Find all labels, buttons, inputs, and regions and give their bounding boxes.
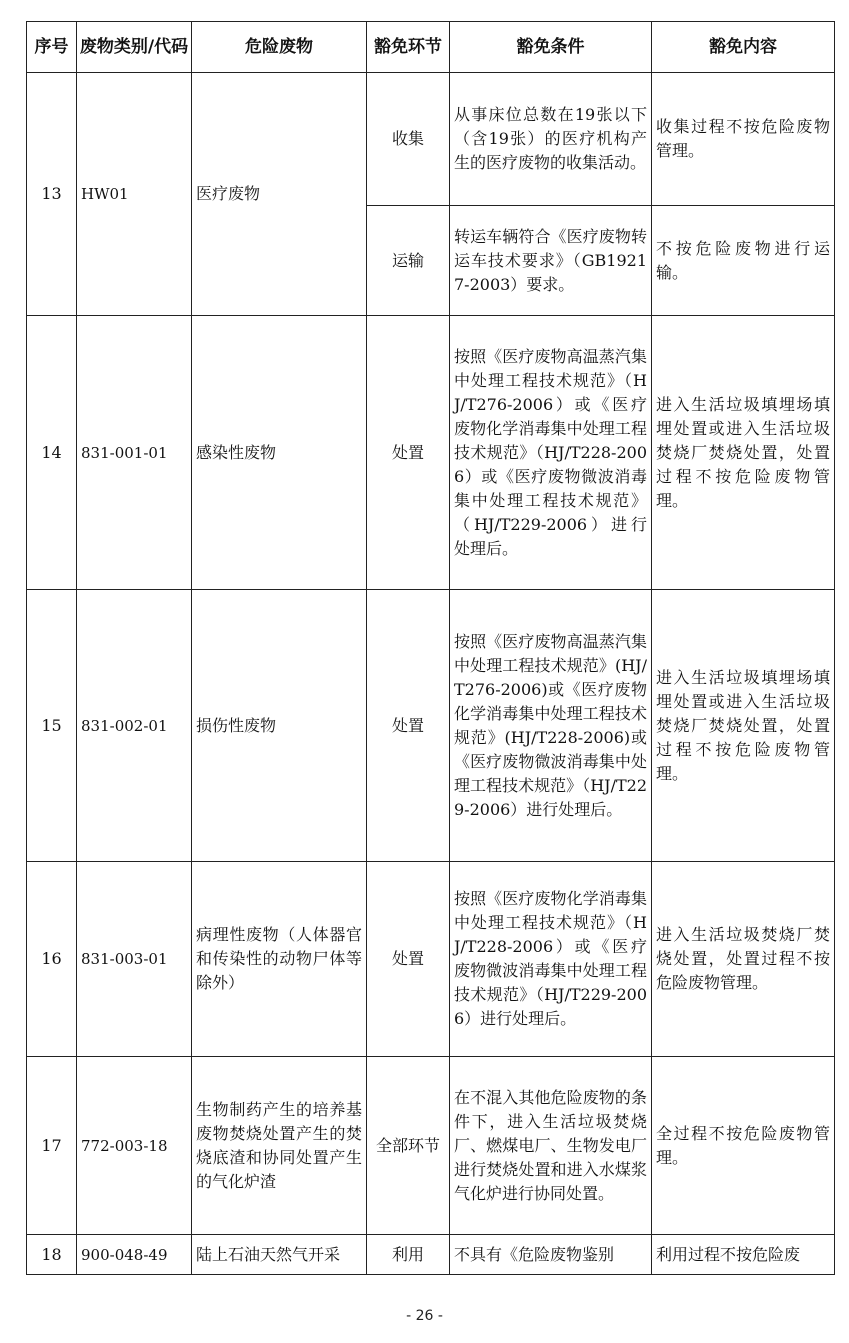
cell-waste: 生物制药产生的培养基废物焚烧处置产生的焚烧底渣和协同处置产生的气化炉渣 (192, 1057, 367, 1235)
cell-code: HW01 (77, 73, 192, 316)
cell-condition: 按照《医疗废物高温蒸汽集中处理工程技术规范》（HJ/T276-2006）或《医疗废物化学消毒集中处理工程技术规范》（HJ/T228-2006）或《医疗废物微波消毒集中处理工程技术规范》（HJ/T229-2006）进行处理后。 (450, 316, 652, 590)
cell-no: 18 (27, 1235, 77, 1275)
cell-condition: 按照《医疗废物化学消毒集中处理工程技术规范》（HJ/T228-2006）或《医疗废物微波消毒集中处理工程技术规范》（HJ/T229-2006）进行处理后。 (450, 862, 652, 1057)
header-content: 豁免内容 (652, 22, 835, 73)
page-number: - 26 - (406, 1308, 443, 1324)
cell-content: 收集过程不按危险废物管理。 (652, 73, 835, 206)
table-row (27, 1057, 835, 1235)
cell-stage: 运输 (367, 206, 450, 316)
cell-content: 不按危险废物进行运输。 (652, 206, 835, 316)
document-page (26, 21, 834, 1275)
cell-content: 利用过程不按危险废 (652, 1235, 835, 1275)
table-row (27, 1235, 835, 1275)
cell-code: 831-001-01 (77, 316, 192, 590)
header-category: 废物类别/代码 (77, 22, 192, 73)
cell-waste: 病理性废物（人体器官和传染性的动物尸体等除外） (192, 862, 367, 1057)
cell-content: 进入生活垃圾填埋场填埋处置或进入生活垃圾焚烧厂焚烧处置，处置过程不按危险废物管理。 (652, 316, 835, 590)
cell-waste: 医疗废物 (192, 73, 367, 316)
cell-code: 772-003-18 (77, 1057, 192, 1235)
cell-stage: 收集 (367, 73, 450, 206)
cell-code: 831-003-01 (77, 862, 192, 1057)
cell-code: 900-048-49 (77, 1235, 192, 1275)
cell-content: 进入生活垃圾填埋场填埋处置或进入生活垃圾焚烧厂焚烧处置，处置过程不按危险废物管理。 (652, 590, 835, 862)
cell-no: 14 (27, 316, 77, 590)
cell-stage: 处置 (367, 316, 450, 590)
table-header-row (27, 22, 835, 73)
cell-content: 进入生活垃圾焚烧厂焚烧处置，处置过程不按危险废物管理。 (652, 862, 835, 1057)
cell-condition: 按照《医疗废物高温蒸汽集中处理工程技术规范》(HJ/T276-2006)或《医疗废物化学消毒集中处理工程技术规范》(HJ/T228-2006)或《医疗废物微波消毒集中处理工程技术规范》（HJ/T229-2006）进行处理后。 (450, 590, 652, 862)
header-stage: 豁免环节 (367, 22, 450, 73)
cell-no: 16 (27, 862, 77, 1057)
cell-condition: 不具有《危险废物鉴别 (450, 1235, 652, 1275)
cell-condition: 在不混入其他危险废物的条件下，进入生活垃圾焚烧厂、燃煤电厂、生物发电厂进行焚烧处置和进入水煤浆气化炉进行协同处置。 (450, 1057, 652, 1235)
cell-stage: 处置 (367, 590, 450, 862)
cell-stage: 全部环节 (367, 1057, 450, 1235)
cell-code: 831-002-01 (77, 590, 192, 862)
cell-waste: 陆上石油天然气开采 (192, 1235, 367, 1275)
table-row (27, 316, 835, 590)
cell-no: 13 (27, 73, 77, 316)
table-row (27, 862, 835, 1057)
cell-no: 17 (27, 1057, 77, 1235)
cell-content: 全过程不按危险废物管理。 (652, 1057, 835, 1235)
table-row (27, 73, 835, 206)
cell-condition: 从事床位总数在19张以下（含19张）的医疗机构产生的医疗废物的收集活动。 (450, 73, 652, 206)
table-row (27, 590, 835, 862)
header-condition: 豁免条件 (450, 22, 652, 73)
header-no: 序号 (27, 22, 77, 73)
cell-waste: 感染性废物 (192, 316, 367, 590)
header-waste: 危险废物 (192, 22, 367, 73)
cell-no: 15 (27, 590, 77, 862)
cell-condition: 转运车辆符合《医疗废物转运车技术要求》（GB19217-2003）要求。 (450, 206, 652, 316)
cell-stage: 处置 (367, 862, 450, 1057)
exemption-table (26, 21, 835, 1275)
cell-stage: 利用 (367, 1235, 450, 1275)
cell-waste: 损伤性废物 (192, 590, 367, 862)
